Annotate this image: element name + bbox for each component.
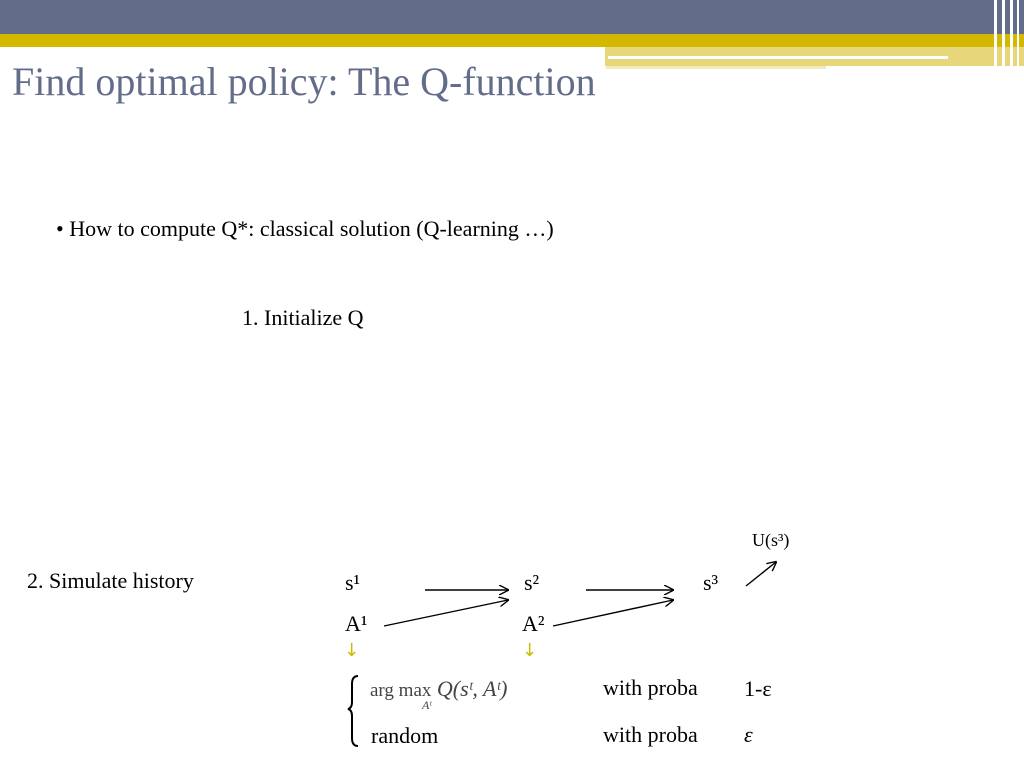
bullet-text: • How to compute Q*: classical solution (Q-learning …) — [56, 216, 554, 241]
arrow-down-icon: ↓ — [344, 640, 360, 661]
utility-label: U(s³) — [752, 530, 790, 550]
slide-title: Find optimal policy: The Q-function — [12, 59, 596, 104]
option-random: random — [371, 723, 439, 748]
state-s1: s¹ — [345, 570, 361, 595]
arrow-a2-s3 — [553, 600, 673, 626]
with-proba-label-2: with proba — [603, 722, 698, 747]
brace — [348, 676, 358, 746]
probability-explore: ε — [744, 722, 753, 747]
argmax-label: arg max — [370, 680, 432, 701]
arrow-a1-s2 — [384, 600, 508, 626]
state-s2: s² — [524, 570, 540, 595]
argmax-subscript: Aᵗ — [422, 698, 432, 712]
step-simulate: 2. Simulate history — [27, 568, 194, 593]
arrow-s3-utility — [746, 562, 776, 586]
arrow-down-icon: ↓ — [522, 640, 538, 661]
action-a2: A² — [522, 611, 545, 636]
probability-exploit: 1-ε — [744, 676, 772, 701]
option-argmax — [370, 676, 507, 702]
with-proba-label-1: with proba — [603, 675, 698, 700]
state-s3: s³ — [703, 570, 719, 595]
step-initialize: 1. Initialize Q — [242, 305, 364, 330]
action-a1: A¹ — [345, 611, 368, 636]
q-function-expression: Q(sᵗ, Aᵗ) — [436, 676, 508, 701]
